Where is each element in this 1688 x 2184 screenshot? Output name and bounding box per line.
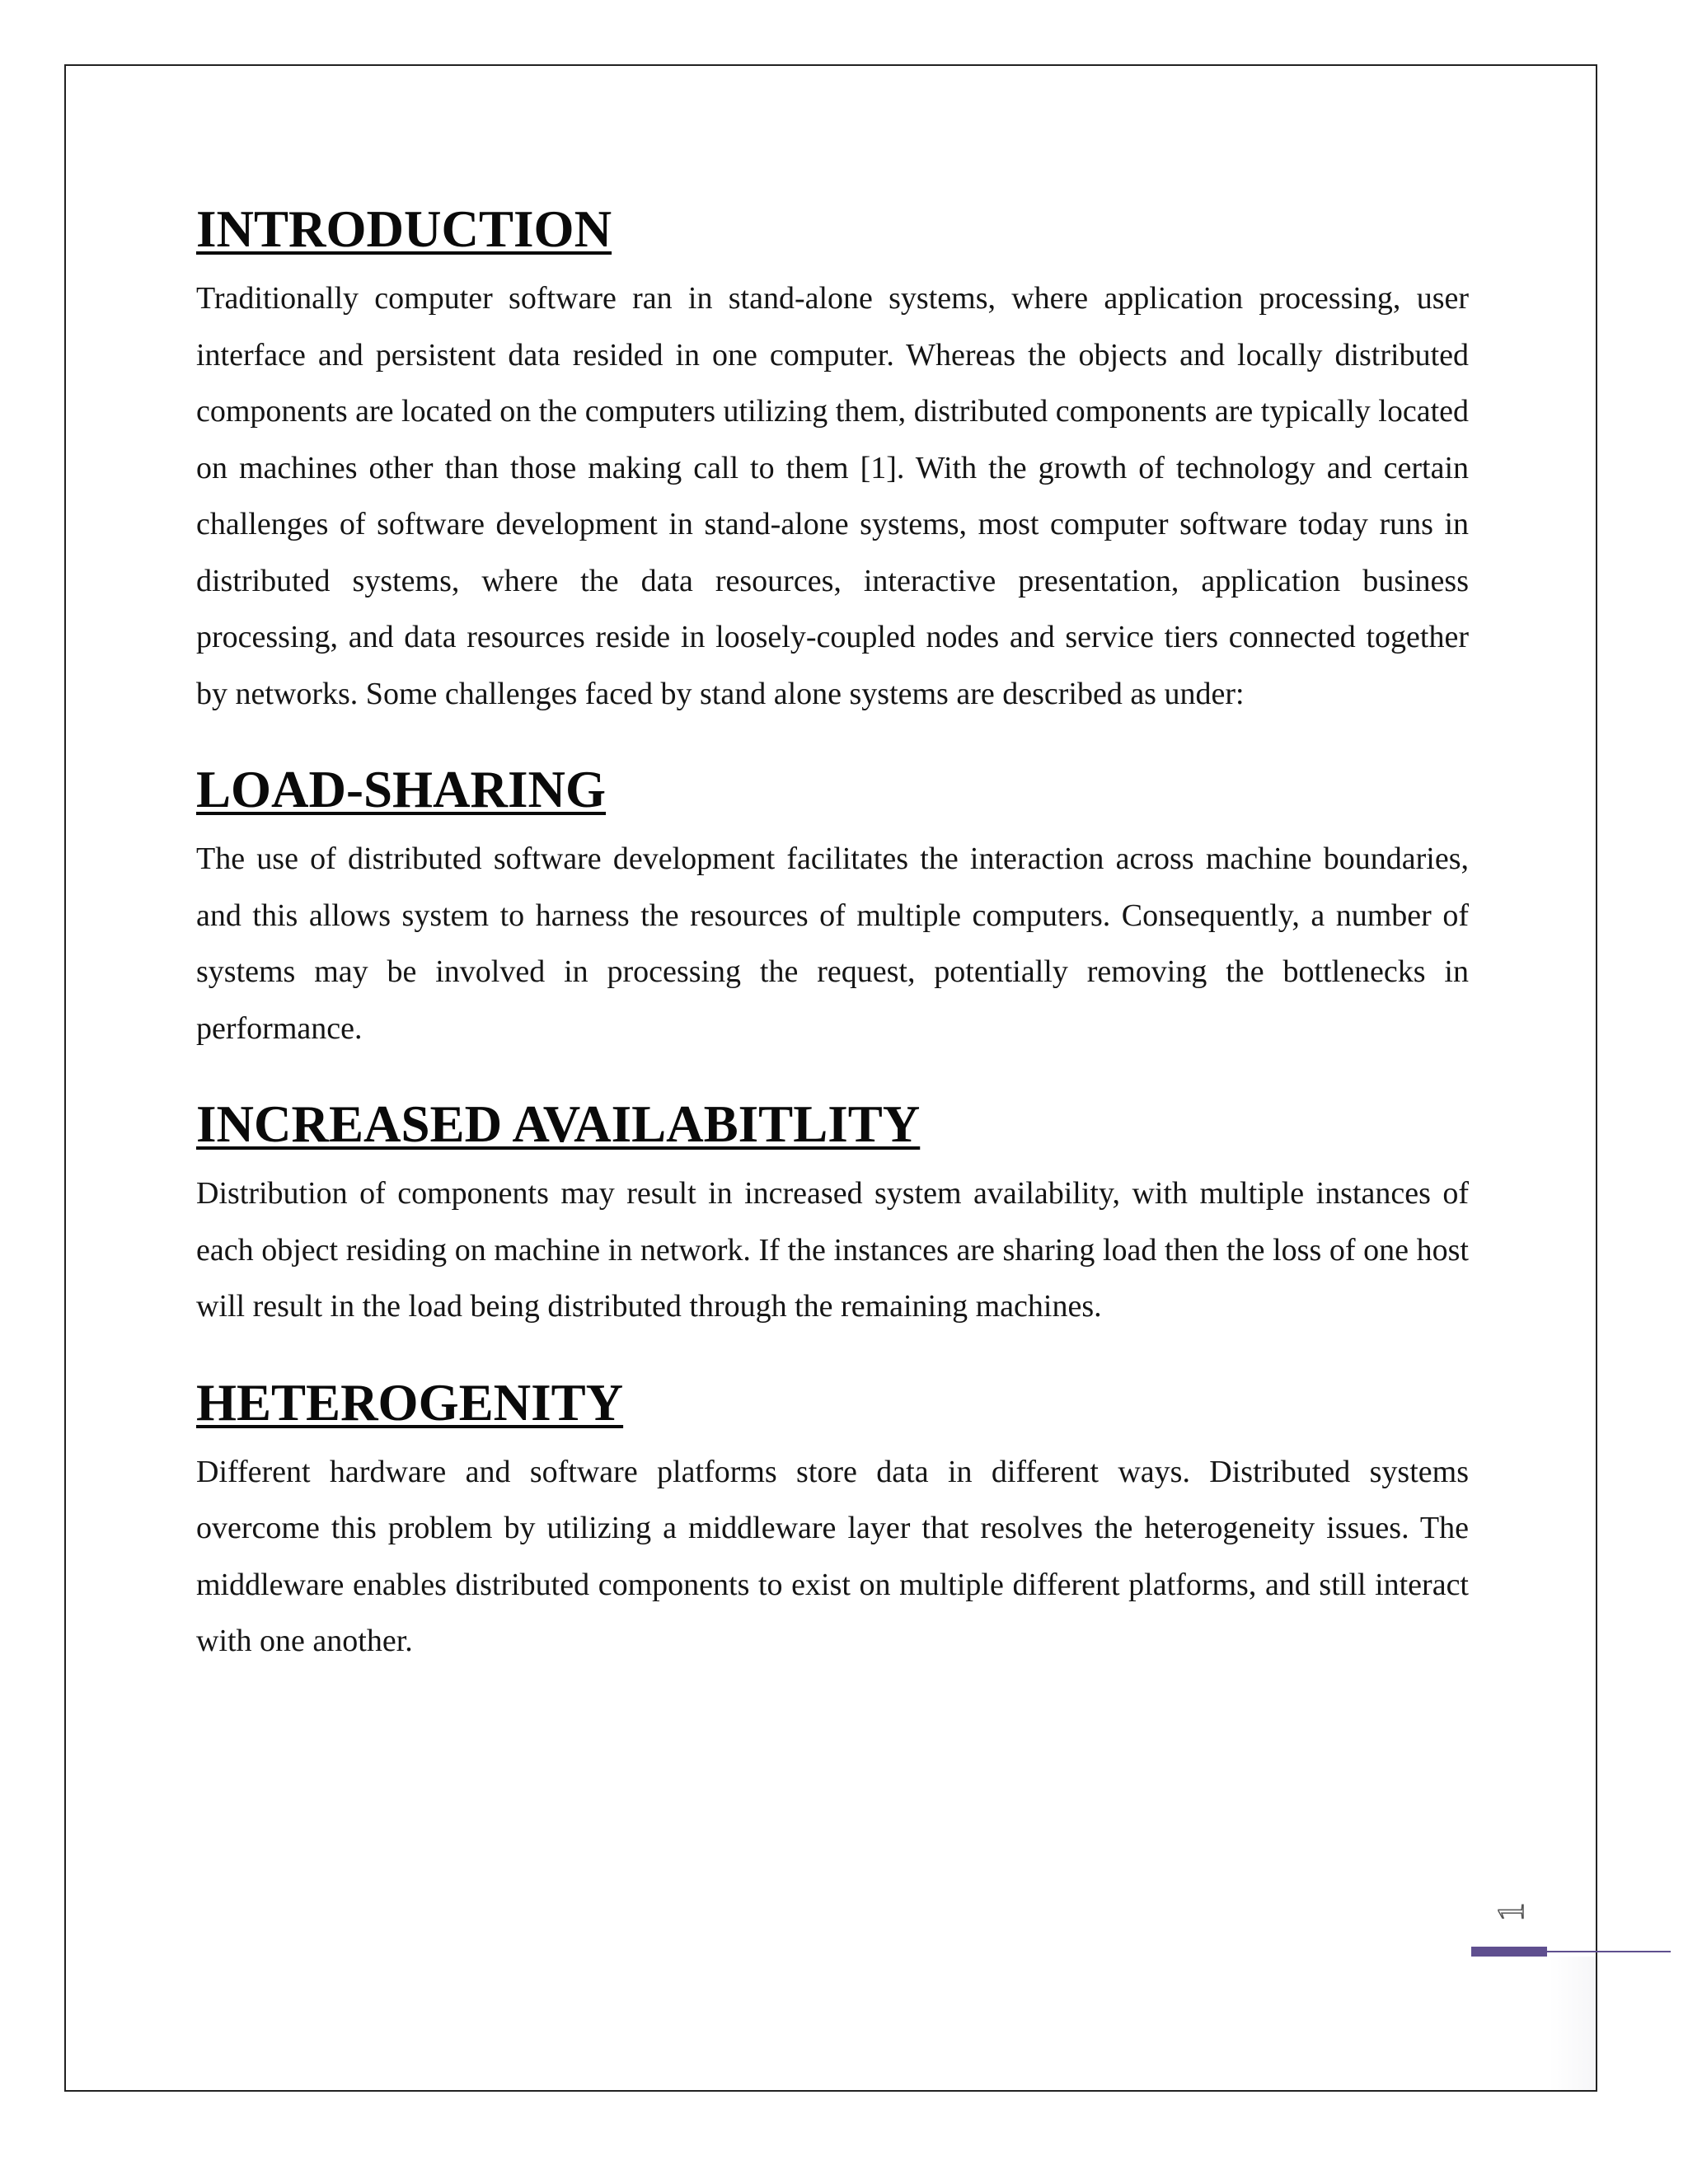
page-number-accent-bar	[1471, 1947, 1547, 1957]
section-introduction	[196, 191, 1469, 722]
section-heading: LOAD-SHARING	[196, 761, 607, 818]
page-corner-shadow	[1550, 1957, 1596, 2090]
section-heterogenity	[196, 1365, 1469, 1670]
section-heading: INCREASED AVAILABITLITY	[196, 1095, 921, 1153]
section-increased-availability	[196, 1086, 1469, 1335]
document-body	[196, 191, 1469, 1670]
section-heading: HETEROGENITY	[196, 1373, 624, 1432]
section-paragraph: Traditionally computer software ran in stand-alone systems, where application processing, user interface and persistent data resided in one computer. Whereas the objects and locally distributed components are located on the computers utilizing them, distributed components are typically located on machines other than those making call to them [1]. With the growth of technology and certain challenges of software development in stand-alone systems, most computer software today runs in distributed systems, where the data resources, interactive presentation, application business processing, and data resources reside in loosely-coupled nodes and service tiers connected together by networks. Some challenges faced by stand alone systems are described as under:	[196, 281, 1469, 711]
page-number: 1	[1489, 1902, 1531, 1922]
section-paragraph: Distribution of components may result in increased system availability, with multiple instances of each object residing on machine in network. If the instances are sharing load then the loss of one host will result in the load being distributed through the remaining machines.	[196, 1176, 1469, 1324]
section-heading: INTRODUCTION	[196, 200, 612, 258]
page-number-accent-line	[1547, 1951, 1671, 1952]
section-paragraph: Different hardware and software platforms store data in different ways. Distributed systems overcome this problem by utilizing a middleware layer that resolves the heterogeneity issues. The middleware enables distributed components to exist on multiple different platforms, and still interact with one another.	[196, 1454, 1469, 1658]
section-load-sharing	[196, 752, 1469, 1057]
section-paragraph: The use of distributed software development facilitates the interaction across machine boundaries, and this allows system to harness the resources of multiple computers. Consequently, a number of systems may be involved in processing the request, potentially removing the bottlenecks in performance.	[196, 841, 1469, 1046]
